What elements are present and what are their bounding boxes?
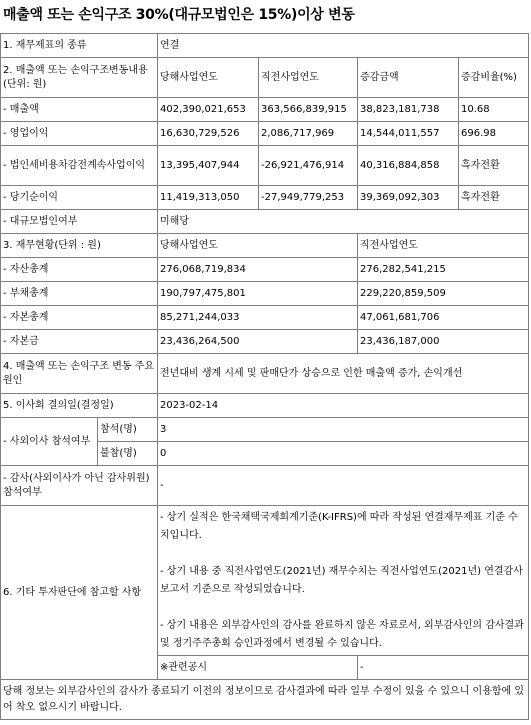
total-liabilities-label: - 부채총계 [1,282,158,306]
row-main-cause [1,354,529,394]
other-notes-content [158,506,529,656]
pretax-income-diff: 40,316,884,858 [358,146,459,186]
total-assets-current: 276,068,719,834 [158,258,358,282]
pretax-income-label: - 법인세비용차감전계속사업이익 [1,146,158,186]
fin-header-prior-year: 직전사업연도 [358,234,529,258]
other-notes-label: 6. 기타 투자판단에 참고할 사항 [1,506,158,680]
absent-count-label: 불참(명) [98,442,158,466]
total-liabilities-current: 190,797,475,801 [158,282,358,306]
change-section-label: 2. 매출액 또는 손익구조변동내용(단위: 원) [1,58,158,98]
net-income-prior: -27,949,779,253 [259,186,358,210]
footer-notice: 당해 정보는 외부감사인의 감사가 종료되기 이전의 정보이므로 감사결과에 따라 일부 수정이 있을 수 있으니 이용함에 있어 착오 없으시기 바랍니다. [1,680,529,720]
present-count-label: 참석(명) [98,418,158,442]
auditor-value: - [158,466,529,506]
pretax-income-prior: -26,921,476,914 [259,146,358,186]
disclosure-table [0,33,529,720]
row-other-notes [1,506,529,656]
row-capital [1,330,529,354]
total-assets-label: - 자산총계 [1,258,158,282]
main-cause-value: 전년대비 생계 시세 및 판매단가 상승으로 인한 매출액 증가, 손익개선 [158,354,529,394]
pretax-income-current: 13,395,407,944 [158,146,259,186]
statement-type-label: 1. 재무제표의 종류 [1,34,158,58]
revenue-current: 402,390,021,653 [158,98,259,122]
capital-label: - 자본금 [1,330,158,354]
row-statement-type [1,34,529,58]
main-cause-label: 4. 매출액 또는 손익구조 변동 주요원인 [1,354,158,394]
absent-count-value: 0 [158,442,529,466]
operating-income-current: 16,630,729,526 [158,122,259,146]
note-item: - 상기 내용 중 직전사업연도(2021년) 재무수치는 직전사업연도(2021년) 연결감사보고서 기준으로 작성되었습니다. [160,566,523,595]
row-total-equity [1,306,529,330]
total-liabilities-prior: 229,220,859,509 [358,282,529,306]
row-revenue [1,98,529,122]
revenue-prior: 363,566,839,915 [259,98,358,122]
header-change-amount: 증감금액 [358,58,459,98]
large-corp-value: 미해당 [158,210,529,234]
total-equity-label: - 자본총계 [1,306,158,330]
net-income-diff: 39,369,092,303 [358,186,459,210]
row-pretax-income [1,146,529,186]
related-disclosure-label: ※관련공시 [158,656,358,680]
operating-income-label: - 영업이익 [1,122,158,146]
row-board-date [1,394,529,418]
operating-income-diff: 14,544,011,557 [358,122,459,146]
row-total-assets [1,258,529,282]
row-financial-header [1,234,529,258]
header-change-rate: 증감비율(%) [459,58,529,98]
present-count-value: 3 [158,418,529,442]
outside-director-label: - 사외이사 참석여부 [1,418,98,466]
capital-current: 23,436,264,500 [158,330,358,354]
net-income-label: - 당기순이익 [1,186,158,210]
net-income-rate: 흑자전환 [459,186,529,210]
row-large-corp [1,210,529,234]
total-assets-prior: 276,282,541,215 [358,258,529,282]
row-total-liabilities [1,282,529,306]
row-footer-notice [1,680,529,720]
row-change-header [1,58,529,98]
operating-income-prior: 2,086,717,969 [259,122,358,146]
net-income-current: 11,419,313,050 [158,186,259,210]
total-equity-prior: 47,061,681,706 [358,306,529,330]
statement-type-value: 연결 [158,34,529,58]
row-net-income [1,186,529,210]
total-equity-current: 85,271,244,033 [158,306,358,330]
financial-section-label: 3. 재무현황(단위 : 원) [1,234,158,258]
capital-prior: 23,436,187,000 [358,330,529,354]
board-date-label: 5. 이사회 결의일(결정일) [1,394,158,418]
revenue-rate: 10.68 [459,98,529,122]
auditor-label: - 감사(사외이사가 아닌 감사위원)참석여부 [1,466,158,506]
related-disclosure-value: - [358,656,529,680]
large-corp-label: - 대규모법인여부 [1,210,158,234]
header-current-year: 당해사업연도 [158,58,259,98]
pretax-income-rate: 흑자전환 [459,146,529,186]
header-prior-year: 직전사업연도 [259,58,358,98]
revenue-diff: 38,823,181,738 [358,98,459,122]
row-auditor [1,466,529,506]
note-item: - 상기 실적은 한국채택국제회계기준(K-IFRS)에 따라 작성된 연결재무제표 기준 수치입니다. [160,512,518,541]
operating-income-rate: 696.98 [459,122,529,146]
note-item: - 상기 내용은 외부감사인의 감사를 완료하지 않은 자료로서, 외부감사인의 감사결과 및 정기주주총회 승인과정에서 변경될 수 있습니다. [160,620,524,649]
revenue-label: - 매출액 [1,98,158,122]
row-operating-income [1,122,529,146]
board-date-value: 2023-02-14 [158,394,529,418]
row-outside-director-present [1,418,529,442]
fin-header-current-year: 당해사업연도 [158,234,358,258]
page-title: 매출액 또는 손익구조 30%(대규모법인은 15%)이상 변동 [3,7,355,23]
